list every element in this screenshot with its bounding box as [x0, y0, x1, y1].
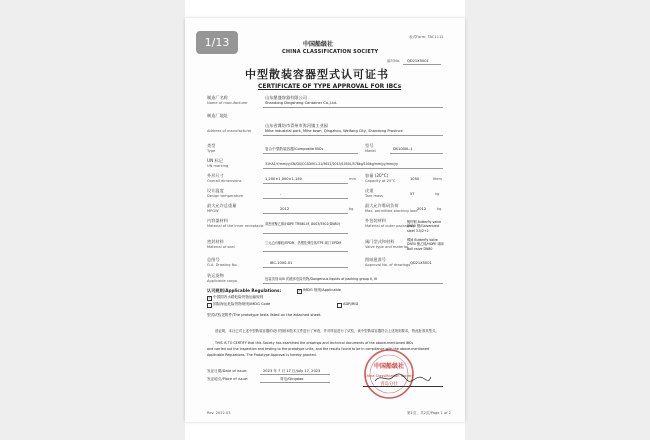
tare-value: 57 — [410, 192, 415, 196]
ga-value: IBC-1000-01 — [270, 261, 293, 265]
tare-label-zh: 皮重 — [365, 188, 374, 193]
rule — [363, 386, 443, 387]
mpgw-value: 2012 — [280, 207, 290, 211]
dims-unit: mm — [349, 177, 357, 181]
stack-unit: kg — [437, 207, 442, 211]
mpgw-unit: kg — [349, 207, 354, 211]
design-temp-value: - — [280, 192, 282, 196]
right-gutter — [465, 0, 650, 440]
manufacturer-value-zh: 山东鼎盛容器有限公司 — [265, 95, 307, 100]
tare-unit: kg — [435, 192, 440, 196]
regulation-checkbox-1 — [297, 289, 302, 294]
inner-label-zh: 内容器材料 — [207, 218, 228, 223]
address-value-zh: 山东省潍坊市青州市弥河镇工业园 — [265, 123, 328, 128]
ga-label-zh: 总图号 — [207, 257, 220, 262]
rule — [260, 374, 330, 375]
approval-value: QD21X5001 — [410, 261, 432, 265]
rule — [263, 233, 348, 234]
society-name-en: CHINA CLASSIFICATION SOCIETY — [282, 49, 379, 55]
mpgw-label-en: MPGW — [207, 209, 219, 213]
inner-label-en: Material of the inner receptacle — [207, 224, 264, 228]
regulation-checkbox-4 — [337, 303, 342, 308]
model-label-en: Model — [365, 149, 376, 153]
tests-line: 型式试验见附件/The prototype tests listed on the attached sheet. — [207, 313, 322, 317]
seal-text-zh: 中国船级社 — [373, 363, 405, 370]
rule — [260, 382, 330, 383]
un-label-zh: UN 标记 — [207, 158, 223, 163]
certificate-title-zh: 中型散装容器型式认可证书 — [245, 68, 389, 81]
design-temp-label-zh: 设计温度 — [207, 188, 224, 193]
un-label-en: UN marking — [207, 164, 229, 168]
capacity-label-en: Capacity at 20°C — [365, 179, 396, 183]
certification-text-en-3: Applicable Regulations. The Prototype Approval is hereby granted. — [207, 353, 317, 357]
regulation-checkbox-3 — [207, 303, 212, 308]
rule — [263, 267, 348, 268]
cert-no-value: QD21X5001 — [407, 59, 429, 63]
rule — [263, 213, 348, 214]
dims-label-en: Overall dimensions — [207, 179, 242, 183]
type-label-zh: 类型 — [207, 143, 216, 148]
capacity-label-zh: 容量 (20°C) — [365, 173, 389, 178]
valve-label-en: Valve type and material — [365, 245, 408, 249]
certification-text-en-2: and carried out the inspection and testing to the prototype units, and the results found to be in compliance with the above-mentioned — [207, 347, 430, 351]
certification-text-zh: 兹证明，本社已对上述中型散装容器的设计图纸和技术文件进行了审查，并对样品进行了试验，该中型散装容器符合上述规则要求，特此批准其型式。 — [215, 329, 439, 333]
cargo-label-en: Applicable cargo — [207, 279, 237, 283]
certification-text-en-1: THIS IS TO CERTIFY that this Society has examined the drawings and technical documents of the above-mentioned IBCs — [215, 341, 414, 345]
regulations-heading: 认可规则/Applicable Regulations: — [207, 288, 282, 293]
regulation-option-2: 中国国内水路危险货物运输规则 — [213, 295, 264, 299]
un-marking-value: 31HA1/Y/mmyy/CN/DS/CCSD001-21/5622/2013/1050L/578kg/100kg/mm/yy/mm/yy — [265, 162, 398, 166]
inner-value: 高密度聚乙烯/HDPE TR580-M, 8003/5502(DN80) — [265, 222, 340, 226]
cert-no-underline — [403, 64, 441, 65]
valve-label-zh: 阀门型式和材料 — [365, 239, 395, 244]
page-number: 第1页，共2页/Page 1 of 2 — [407, 411, 451, 415]
seal-label-en: Material of seal — [207, 245, 235, 249]
regulation-checkbox-2 — [207, 296, 212, 301]
rule — [263, 183, 348, 184]
seal-value: 三元乙丙橡胶/EPDM、热塑性弹性体/TPE 阀门 EPDM — [265, 241, 342, 245]
issue-place-label: 发证地点/Place of issue: — [207, 377, 249, 381]
seal-label-zh: 密封材料 — [207, 239, 224, 244]
dims-label-zh: 外形尺寸 — [207, 173, 224, 178]
outer-label-en: Material of outer packaging — [365, 224, 415, 228]
rule — [263, 135, 443, 136]
mpgw-label-zh: 最大允许总重量 — [207, 203, 237, 208]
rule — [263, 107, 443, 108]
manufacturer-label-zh: 制造厂名称 — [207, 95, 228, 100]
manufacturer-label-en: Name of manufacturer — [207, 101, 248, 105]
address-label-en: Address of manufacturer — [207, 129, 252, 133]
seal-sub-zh: 青岛分社 — [380, 382, 398, 387]
manufacturer-value-en: Shandong Dingsheng Container Co.,Ltd. — [265, 101, 338, 105]
ga-label-en: G.A. Drawing No. — [207, 263, 238, 267]
approval-label-zh: 图纸批准号 — [365, 257, 386, 262]
outer-value: 镀锌钢 Butterfly valve DN50 钢/Galvanized steel 3.5/2+2 — [407, 220, 442, 233]
rule — [263, 153, 358, 154]
rule — [263, 283, 443, 284]
type-label-en: Type — [207, 149, 216, 153]
page-counter: 1/13 — [196, 31, 238, 54]
rule — [263, 198, 348, 199]
revision: Rev. 2022.03 — [207, 411, 231, 415]
issue-place-value: 青岛/Qingdao — [280, 377, 304, 381]
issue-date-value: 2023 年 7 月 17 日/July 17, 2023 — [263, 369, 321, 373]
approval-label-en: Approval No. of drawings — [365, 263, 411, 267]
society-name-zh: 中国船级社 — [303, 41, 334, 48]
left-gutter — [0, 0, 185, 440]
regulation-option-4: ADR/RID — [343, 302, 359, 306]
form-number: 表式Form: TAC1112 — [409, 35, 444, 39]
rule — [390, 153, 443, 154]
stack-label-en: Max. permitted stacking load — [365, 209, 418, 213]
dims-value: 1,200×1,000×1,140 — [265, 177, 302, 181]
tare-label-en: Tare mass — [365, 194, 384, 198]
capacity-value: 1050 — [410, 177, 420, 181]
model-value: DS1000L-1 — [393, 147, 413, 151]
rule — [263, 251, 348, 252]
issue-date-label: 发证日期/Date of issue: — [207, 369, 248, 373]
valve-value: 蝶阀 Butterfly valve DN50 聚乙烯/HDPE 球阀 Ball valve DN80 — [407, 238, 444, 251]
model-label-zh: 型号 — [365, 143, 374, 148]
cargo-value: 包装类别 II/III 的液体危险货物/Dangerous liquids of packing group II, III — [265, 277, 377, 281]
type-value: 复合中型散装容器/Composite IBCs — [265, 147, 324, 151]
stack-label-zh: 最大允许堆码负荷 — [365, 203, 399, 208]
seal-text-en: China Classification Society — [364, 374, 414, 378]
regulation-option-1: IMDG 规则/Applicable — [303, 288, 341, 292]
certificate-page — [185, 18, 465, 422]
regulation-option-3: 国际海运危险货物规则/IMDG Code — [213, 302, 271, 306]
rule — [263, 168, 443, 169]
cert-no-label: 编号No. — [387, 59, 401, 63]
certificate-title-en: CERTIFICATE OF TYPE APPROVAL FOR IBCs — [258, 83, 402, 90]
address-label-zh: 制造厂地址 — [207, 113, 228, 118]
signature — [373, 370, 433, 384]
address-value-en: Mihe industrial park, Mihe town, Qingzhou, Weifang City, Shandong Province — [265, 129, 403, 133]
design-temp-label-en: Design temperature — [207, 194, 244, 198]
stack-value: 2012 — [417, 207, 427, 211]
outer-label-zh: 外包装材料 — [365, 218, 386, 223]
capacity-unit: liters — [433, 177, 442, 181]
cargo-label-zh: 装运货物 — [207, 273, 224, 278]
